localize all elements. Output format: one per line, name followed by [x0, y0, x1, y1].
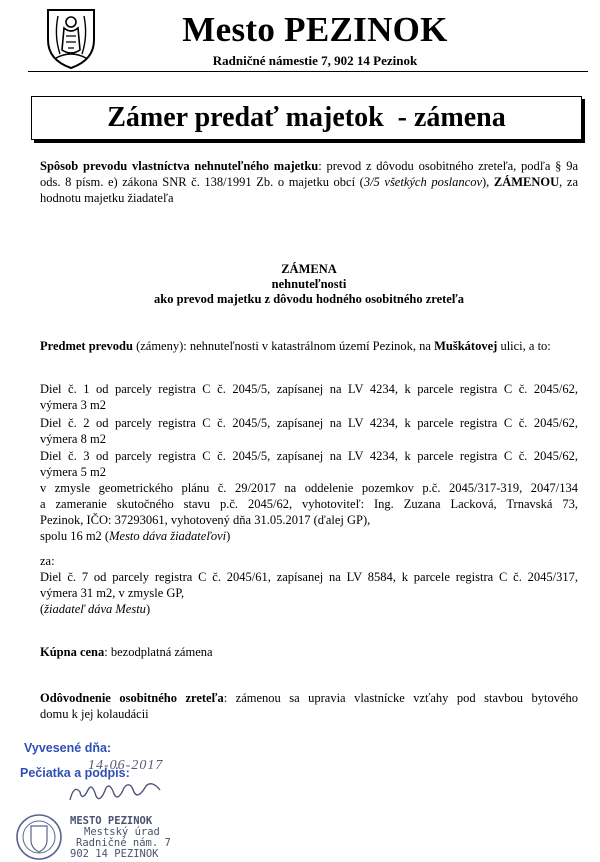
- transfer-text-3: , za hodnotu majetku žiadateľa: [40, 175, 578, 205]
- stamp-line-3: Radničné nám. 7: [76, 837, 171, 849]
- geometric-plan-line2: a zameranie skutočného stavu p.č. 2045/62, vyhotoviteľ: Ing. Zuzana Lacková, Trnavská 73,: [40, 497, 578, 511]
- parcel-3-line1: Diel č. 3 od parcely registra C č. 2045/5, zapísanej na LV 4234, k parcele registra C č. 2045/62,: [40, 449, 578, 463]
- document-title: Zámer predať majetok - zámena: [31, 96, 582, 140]
- subject-paragraph: [40, 338, 578, 354]
- exchange-note-italic: žiadateľ dáva Mestu: [44, 602, 146, 616]
- subject-text-2: ulici, a to:: [497, 339, 551, 353]
- parcel-1-area: výmera 3 m2: [40, 398, 106, 412]
- town-address: Radničné námestie 7, 902 14 Pezinok: [212, 53, 418, 68]
- stamp-line-1: MESTO PEZINOK: [70, 815, 153, 827]
- transfer-method-paragraph: [40, 158, 578, 206]
- justification-text-1: : zámenou sa upravia vlastnícke vzťahy pod stavbou bytového: [223, 691, 578, 705]
- parcel-2-line1: Diel č. 2 od parcely registra C č. 2045/5, zapísanej na LV 4234, k parcele registra C č. 2045/62,: [40, 416, 578, 430]
- exchange-note: [40, 601, 578, 617]
- section-heading-sub1: nehnuteľnosti: [271, 277, 347, 291]
- price-line: [40, 644, 578, 660]
- transfer-method-label: Spôsob prevodu vlastníctva nehnuteľného majetku: [40, 159, 319, 173]
- transfer-text-1: : prevod z dôvodu osobitného zreteľa, podľa § 9a ods. 8 písm. e) zákona SNR č. 138/1991 Zb. o majetku obcí (: [40, 159, 578, 189]
- parcel-3-area: výmera 5 m2: [40, 465, 106, 479]
- geometric-total: [40, 528, 578, 544]
- town-name: Mesto PEZINOK: [182, 10, 448, 49]
- justification-line2: domu k jej kolaudácii: [40, 707, 149, 721]
- section-heading: [40, 262, 578, 307]
- total-end: ): [226, 529, 231, 543]
- city-seal-icon: [14, 812, 64, 862]
- subject-text-1: (zámeny): nehnuteľnosti v katastrálnom území Pezinok, na: [132, 339, 435, 353]
- geometric-plan-line3: Pezinok, IČO: 37293061, vyhotovený dňa 31.05.2017 (ďalej GP),: [40, 513, 371, 527]
- exchange-za: za:: [40, 554, 55, 568]
- exchange-line1: Diel č. 7 od parcely registra C č. 2045/61, zapísanej na LV 8584, k parcele registra C č. 2045/317,: [40, 570, 578, 584]
- posted-date-label: Vyvesené dňa:: [24, 741, 112, 755]
- justification-label: Odôvodnenie osobitného zreteľa: [40, 691, 224, 705]
- parcel-2-area: výmera 8 m2: [40, 432, 106, 446]
- seal-label: Pečiatka a podpis:: [20, 766, 130, 780]
- exchange-note-open: (: [40, 602, 45, 616]
- justification-line1: [40, 690, 578, 706]
- exchange-line2: výmera 31 m2, v zmysle GP,: [40, 586, 185, 600]
- subject-street: Muškátovej: [434, 339, 498, 353]
- header-divider: [28, 71, 588, 72]
- price-label: Kúpna cena: [40, 645, 105, 659]
- section-heading-sub2: ako prevod majetku z dôvodu hodného osobitného zreteľa: [154, 292, 464, 306]
- signature-image: [60, 778, 170, 808]
- geometric-plan-line1: v zmysle geometrického plánu č. 29/2017 na oddelenie pozemkov p.č. 2045/317-319, 2047/134: [40, 481, 578, 495]
- coat-of-arms-icon: [44, 6, 98, 70]
- parcel-1-line1: Diel č. 1 od parcely registra C č. 2045/5, zapísanej na LV 4234, k parcele registra C č. 2045/62,: [40, 382, 578, 396]
- stamp-line-4: 902 14 PEZINOK: [70, 848, 159, 860]
- total-italic: Mesto dáva žiadateľovi: [109, 529, 227, 543]
- transfer-bold: ZÁMENOU: [493, 175, 560, 189]
- transfer-text-2: ),: [482, 175, 494, 189]
- section-heading-title: ZÁMENA: [281, 262, 337, 276]
- total-text: spolu 16 m2 (: [40, 529, 110, 543]
- posted-date-value: 14-06-2017: [88, 758, 164, 773]
- stamp-line-2: Mestský úrad: [84, 826, 160, 838]
- subject-label: Predmet prevodu: [40, 339, 133, 353]
- price-value: : bezodplatná zámena: [104, 645, 213, 659]
- stamp-text: [70, 816, 171, 860]
- exchange-note-close: ): [145, 602, 151, 616]
- transfer-italic: 3/5 všetkých poslancov: [363, 175, 482, 189]
